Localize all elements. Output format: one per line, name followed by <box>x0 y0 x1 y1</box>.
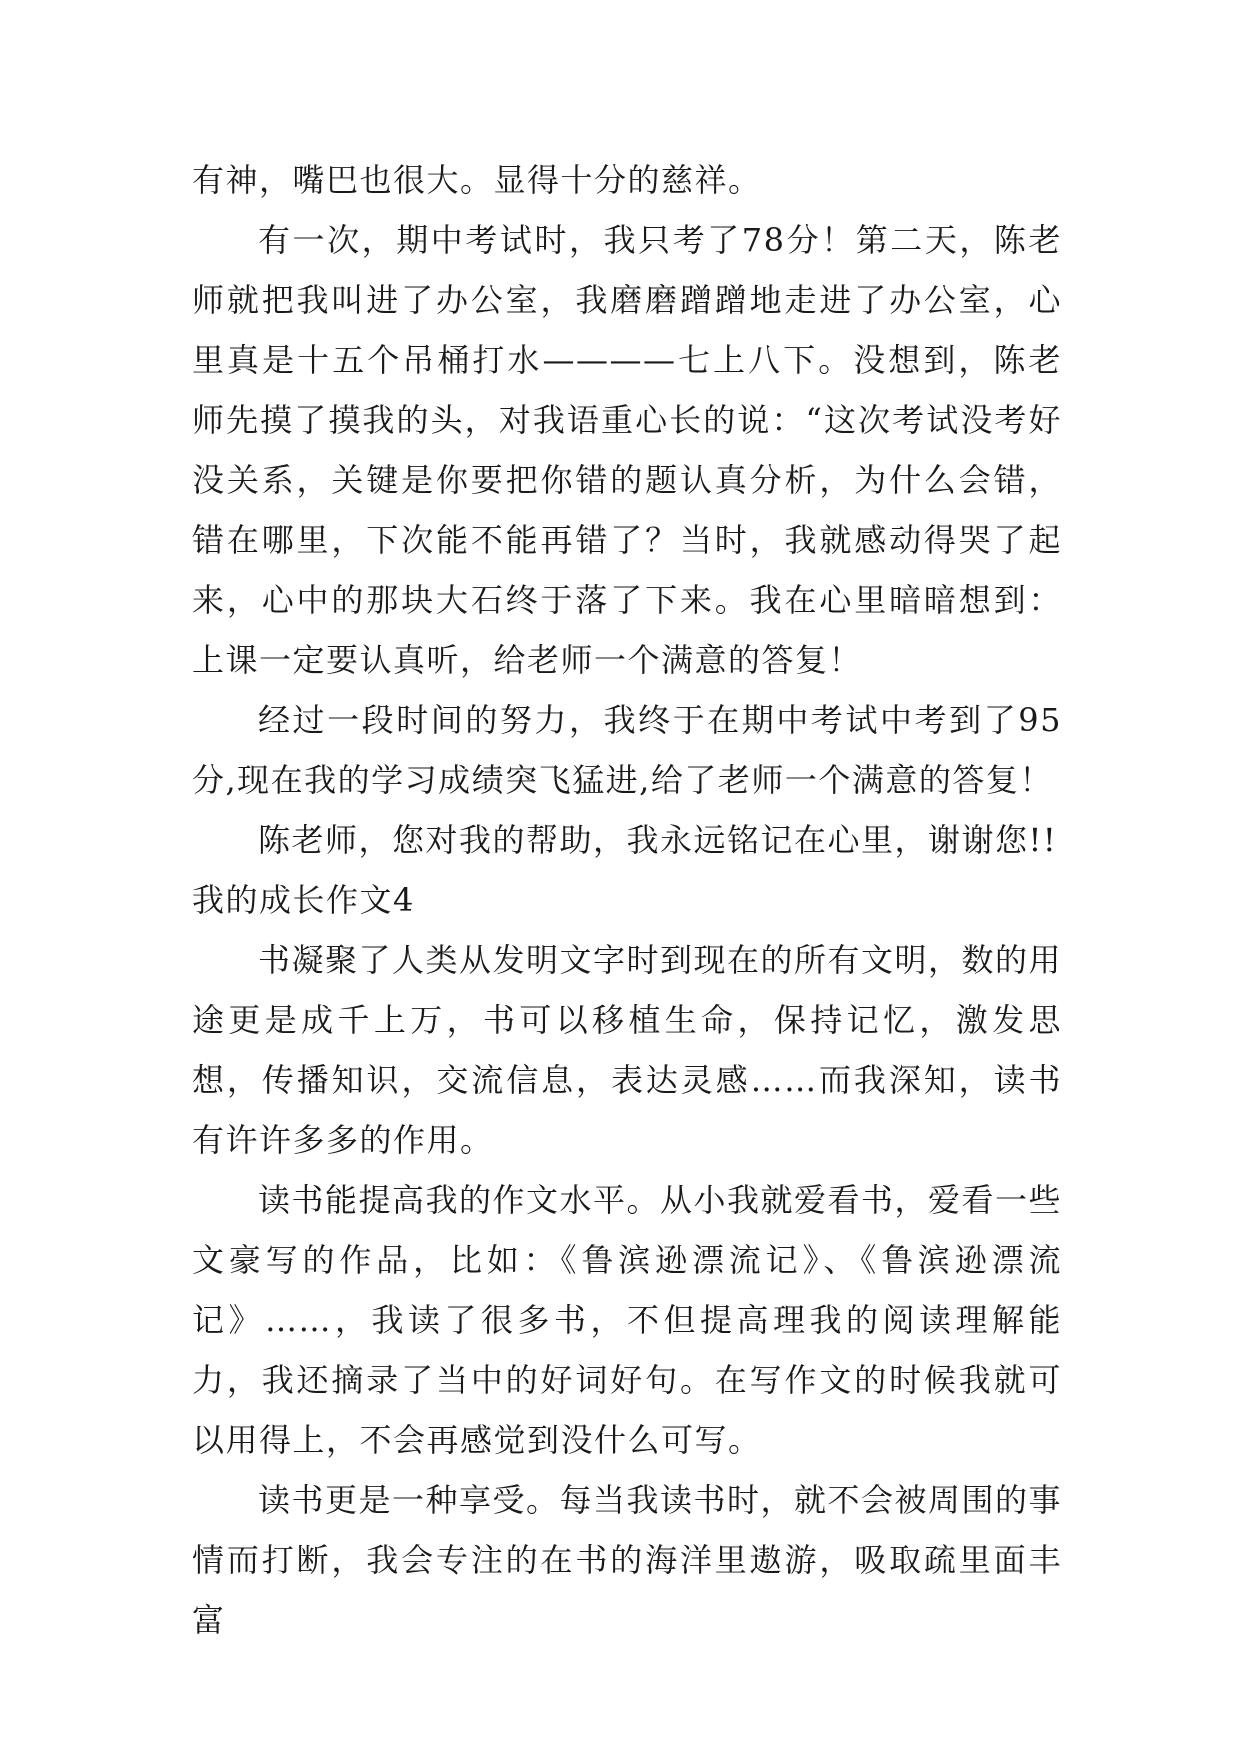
paragraph-4: 陈老师，您对我的帮助，我永远铭记在心里，谢谢您!! <box>258 821 1058 859</box>
section-heading: 我的成长作文4 <box>192 881 415 919</box>
paragraph-3: 经过一段时间的努力，我终于在期中考试中考到了95分,现在我的学习成绩突飞猛进,给了老师一个满意的答复！ <box>192 701 1062 799</box>
paragraph-6: 读书能提高我的作文水平。从小我就爱看书，爱看一些文豪写的作品，比如：《鲁滨逊漂流记》、《鲁滨逊漂流记》……，我读了很多书，不但提高理我的阅读理解能力，我还摘录了当中的好词好句。在写作文的时候我就可以用得上，不会再感觉到没什么可写。 <box>192 1181 1063 1459</box>
document-body <box>192 150 1062 1650</box>
paragraph-5: 书凝聚了人类从发明文字时到现在的所有文明，数的用途更是成千上万，书可以移植生命，保持记忆，激发思想，传播知识，交流信息，表达灵感……而我深知，读书有许许多多的作用。 <box>192 941 1063 1159</box>
paragraph-1: 有神，嘴巴也很大。显得十分的慈祥。 <box>192 161 762 199</box>
paragraph-7: 读书更是一种享受。每当我读书时，就不会被周围的事情而打断，我会专注的在书的海洋里遨游，吸取疏里面丰富 <box>192 1481 1063 1639</box>
paragraph-2: 有一次，期中考试时，我只考了78分！第二天，陈老师就把我叫进了办公室，我磨磨蹭蹭地走进了办公室，心里真是十五个吊桶打水————七上八下。没想到，陈老师先摸了摸我的头，对我语重心长的说：“这次考试没考好没关系，关键是你要把你错的题认真分析，为什么会错，错在哪里，下次能不能再错了？当时，我就感动得哭了起来，心中的那块大石终于落了下来。我在心里暗暗想到：上课一定要认真听，给老师一个满意的答复！ <box>192 221 1062 679</box>
